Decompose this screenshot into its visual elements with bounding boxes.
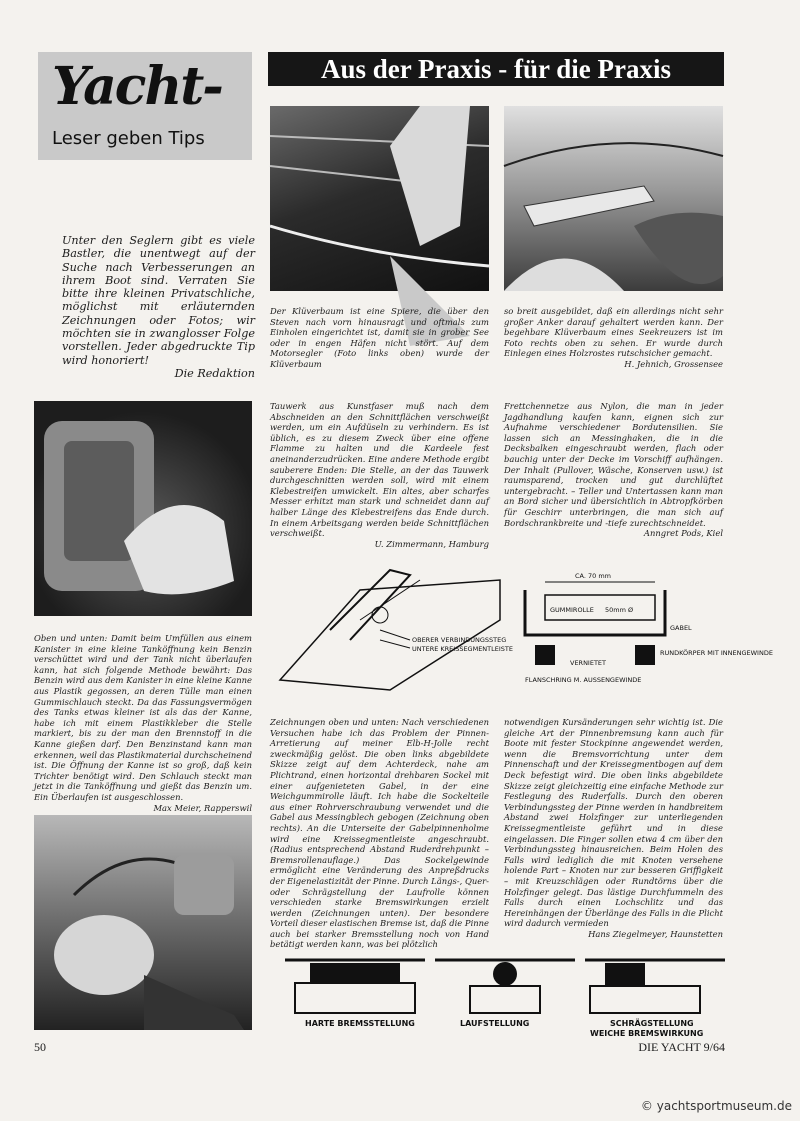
- tip5-column-2: [504, 717, 723, 939]
- photo-hose-sketch: [34, 815, 252, 1030]
- brake-caption-oblique: SCHRÄGSTELLUNG: [610, 1019, 694, 1028]
- fork-flange-label: FLANSCHRING M. AUSSENGEWINDE: [525, 676, 642, 684]
- intro-text: Unter den Seglern gibt es viele Bastler, die unentwegt auf der Suche nach Verbesserungen an ihrem Boot sind. Verraten Sie bitte ihre kleinen Privatschliche, möglichst mit erläuternden Zeichnungen oder Fotos; wir möchten sie in zwanglosser Folge vorstellen. Jeder abgedruckte Tip wird honoriert!: [62, 234, 255, 367]
- photo-bowsprit-motorsailer-sketch: [270, 106, 489, 291]
- fork-dimension: CA. 70 mm: [575, 572, 612, 580]
- tip5-column-1: Zeichnungen oben und unten: Nach verschiedenen Versuchen habe ich das Problem der Pinnen-Arretierung auf meiner Elb-H-Jolle recht zweckmäßig gelöst. Die oben links abgebildete Skizze zeigt auf dem Achterdeck, nahe am Plichtrand, einen horizontal drehbaren Sockel mit einer aufgenieteten Gabel, in der eine Weichgummirolle läuft. Ich habe die Sockelteile aus einer Rohrverschraubung verwendet und die Gabel aus Messingblech gebogen (Zeichnung oben rechts). An die Unterseite der Gabelpinnenholme wird eine Kreissegmentleiste angeschraubt. (Radius entsprechend Abstand Ruderdrehpunkt – Bremsrollenauflage.) Das Sockelgewinde ermöglicht eine Veränderung des Anpreßdrucks der Eigenelastizität der Pinne. Durch Längs-, Quer- oder Schrägstellung der Laufrolle können verschieden starke Bremswirkungen erzielt werden (Zeichnungen unten). Der besondere Vorteil dieser elastischen Bremse ist, daß die Pinne auch bei starker Bremsstellung noch von Hand betätigt werden kann, was bei plötzlich: [270, 717, 489, 950]
- tip5-column-2-text: notwendigen Kursänderungen sehr wichtig ist. Die gleiche Art der Pinnenbremsung kann auch für Boote mit fester Stockpinne angewendet werden, wenn die Bremsvorrichtung unter dem Pinnenschaft und der Kreissegmentbogen auf dem Deck befestigt wird. Die oben links abgebildete Skizze zeigt gleichzeitig eine einfache Methode zur Festlegung des Ruderfalls. Durch den oberen Verbindungssteg der Pinne werden in handbreitem Abstand zwei Holzfinger zur unterliegenden Kreissegmentleiste geführt und in diese eingelassen. Die Finger sollen etwa 4 cm über den Verbindungssteg hinausreichen. Beim Holen des Falls wird lediglich die mit Knoten versehene holende Part – Knoten nur zur besseren Griffigkeit – mit Kreuzschlägen oder Rundtörns über die Holzfinger gelegt. Das lästige Durchfummeln des Falls durch einen Lochschlitz und das Hereinhängen der Überlänge des Falls in die Plicht wird dadurch vermieden: [504, 717, 723, 929]
- intro-box: [62, 234, 255, 380]
- brake-caption-hard: HARTE BREMSSTELLUNG: [305, 1019, 415, 1028]
- photo-bowsprit-motorsailer: [270, 106, 489, 291]
- page-number: 50: [34, 1040, 46, 1054]
- logo-word: Yacht-: [52, 56, 222, 117]
- tiller-label-upper: OBERER VERBINDUNGSSTEG: [412, 636, 507, 644]
- brake-caption-soft: WEICHE BREMSWIRKUNG: [590, 1029, 704, 1038]
- brake-hard: [285, 960, 425, 1013]
- publication-issue: DIE YACHT 9/64: [638, 1040, 725, 1054]
- banner-title: Aus der Praxis - für die Praxis: [268, 52, 724, 86]
- fork-sketch: [505, 560, 773, 695]
- photo-bowsprit-cruiser-sketch: [504, 106, 723, 291]
- tip2-text-box: [34, 633, 252, 813]
- brake-oblique: [585, 960, 725, 1013]
- tip2-text: Oben und unten: Damit beim Umfüllen aus einem Kanister in eine kleine Tanköffnung kein Benzin verschüttet wird und der Tank nicht überlaufen kann, hat sich folgende Methode bewährt: Das Benzin wird aus dem Kanister in eine kleine Kanne aus Plastik gegossen, an deren Tülle man einen Gummischlauch steckt. Da das Fassungsvermögen des Tanks etwas kleiner ist als das der Kanne, habe ich mit einem Plastikkleber die Stelle markiert, bis zu der man den Brennstoff in die Kanne gießen darf. Den Benzinstand kann man erkennen, weil das Plastikmaterial durchscheinend ist. Die Öffnung der Kanne ist so groß, daß kein Trichter benötigt wird. Den Schlauch steckt man jetzt in die Tanköffnung und gießt das Benzin um. Ein Überlaufen ist ausgeschlossen.: [34, 633, 252, 802]
- yacht-logo: [38, 52, 252, 160]
- tip1-column-2-text: so breit ausgebildet, daß ein allerdings nicht sehr großer Anker darauf gehaltert werden kann. Der begehbare Klüverbaum eines Seekreuzers ist im Foto rechts oben zu sehen. Er wurde durch Einlegen eines Holzrostes rutschsicher gemacht.: [504, 306, 723, 359]
- photo-canister-sketch: [34, 401, 252, 616]
- tip1-column-2: [504, 306, 723, 370]
- photo-canister-pouring: [34, 401, 252, 616]
- fork-roller-size: 50mm Ø: [605, 606, 634, 614]
- tiller-sketch: [270, 560, 513, 700]
- photo-canister-hose: [34, 815, 252, 1030]
- logo-subtitle: Leser geben Tips: [52, 128, 205, 149]
- brake-running: [435, 960, 575, 1013]
- tip4-text: Frettchennetze aus Nylon, die man in jeder Jagdhandlung kaufen kann, eignen sich zur Aufnahme verschiedener Bordutensilien. Sie lassen sich an Messinghaken, die in die Decksbalken eingeschraubt werden, flach oder bauchig unter der Decke im Vorschiff aufhängen. Der Inhalt (Pullover, Wäsche, Konserven usw.) ist raumsparend, trocken und gut durchlüftet untergebracht. – Teller und Untertassen kann man an Bord sicher und übersichtlich in Abtropfkörben für Geschirr unterbringen, die man sich auf Bordschrankbreite und -tiefe zurechtschneidet.: [504, 401, 723, 528]
- fork-gabel-label: GABEL: [670, 624, 692, 632]
- tip3-text: Tauwerk aus Kunstfaser muß nach dem Abschneiden an den Schnittflächen verschweißt werden, um ein Aufdüseln zu verhindern. Es ist üblich, es zu diesem Zweck über eine offene Flamme zu halten und die Kardeele fest aneinanderzudrücken. Eine andere Methode ergibt sauberere Enden: Die Stelle, an der das Tauwerk durchgeschnitten werden soll, wird mit einem Klebestreifen umwickelt. Ein altes, aber scharfes Messer erhitzt man stark und schneidet dann auf halber Länge des Klebestreifens das Ende durch. In einem Arbeitsgang werden beide Schnittflächen verschweißt.: [270, 401, 489, 539]
- tip3-text-box: [270, 401, 489, 549]
- tip3-author: U. Zimmermann, Hamburg: [374, 538, 489, 549]
- fork-riveted-label: VERNIETET: [570, 659, 607, 667]
- tip5-author: Hans Ziegelmeyer, Haunstetten: [588, 928, 723, 939]
- tip4-author: Anngret Pods, Kiel: [643, 528, 723, 539]
- tip1-column-1: Der Klüverbaum ist eine Spiere, die über den Steven nach vorn hinausragt und oftmals zum Einholen eingerichtet ist, damit sie in grober See oder in engen Häfen nicht stört. Auf dem Motorsegler (Foto links oben) wurde der Klüverbaum: [270, 306, 489, 369]
- tip1-author: H. Jehnich, Grossensee: [624, 358, 723, 369]
- tip4-text-box: [504, 401, 723, 539]
- fork-body-label: RUNDKÖRPER MIT INNENGEWINDE: [660, 649, 773, 657]
- tiller-label-lower: UNTERE KREISSEGMENTLEISTE: [412, 645, 513, 653]
- brake-diagrams: [285, 948, 725, 1038]
- watermark: © yachtsportmuseum.de: [640, 1099, 792, 1113]
- tip2-author: Max Meier, Rapperswil: [153, 802, 252, 813]
- intro-signature: Die Redaktion: [174, 366, 255, 380]
- brake-caption-running: LAUFSTELLUNG: [460, 1019, 530, 1028]
- fork-roller-label: GUMMIROLLE: [550, 606, 594, 614]
- photo-bowsprit-cruiser: [504, 106, 723, 291]
